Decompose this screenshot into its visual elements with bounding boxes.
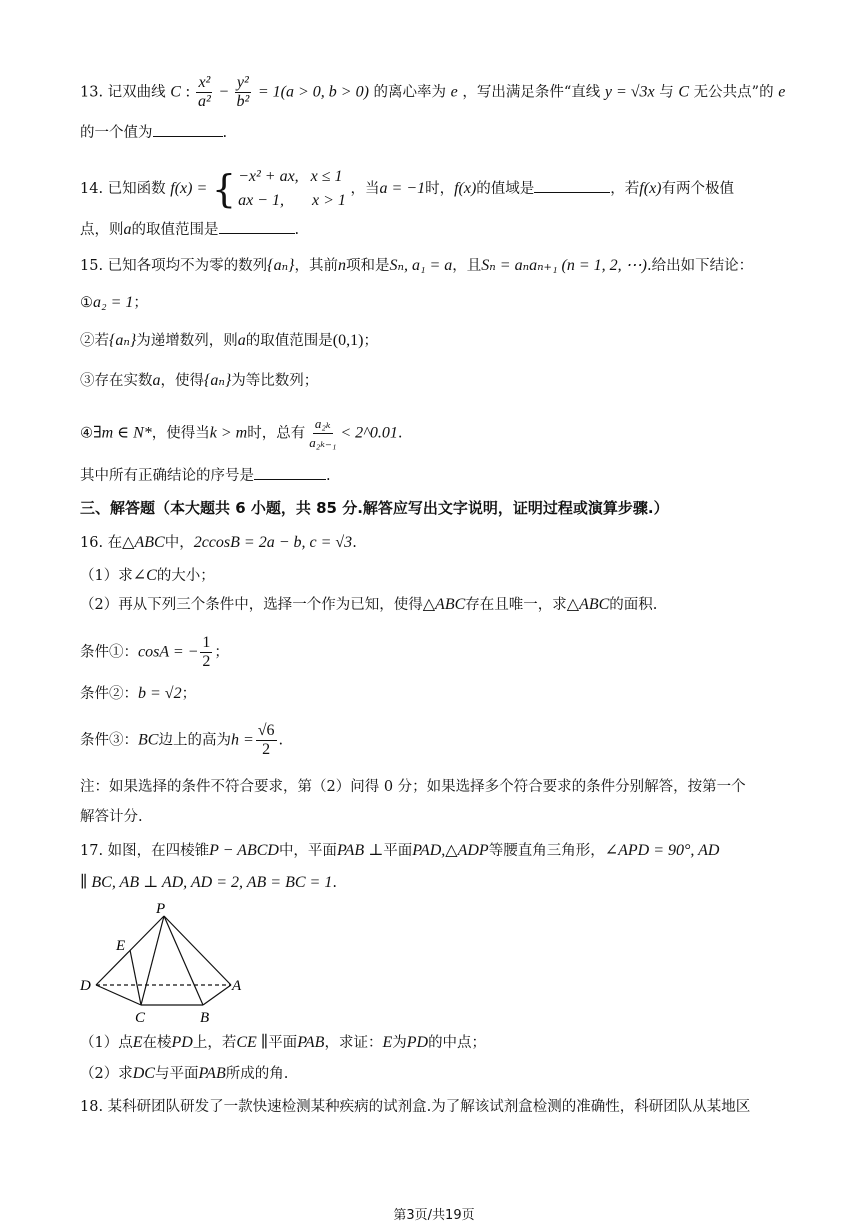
plane: PAB [198,1065,226,1082]
denominator: 2 [202,653,211,670]
case-cond: x > 1 [311,192,346,209]
text: 边上的高为 [158,732,231,749]
colon: : [185,83,195,101]
text: ，使得 [160,373,204,389]
math-a: a [123,221,132,238]
math-expr: cosA = − [138,643,199,661]
plane: PAD, [412,842,446,859]
q13-line2 [80,122,227,144]
q16-note-line2: 解答计分. [80,809,143,825]
text: 条件②： [80,686,138,702]
math-a: a [152,372,161,389]
text: 有两个极值 [661,181,734,197]
marker: ③存在实数 [80,373,153,389]
sequence: {aₙ} [204,372,232,389]
text: 的值域是 [476,181,535,197]
text: 所成的角. [225,1066,289,1082]
numerator: x² [198,74,211,91]
left-brace: { [211,167,237,211]
q16-number-text: 16. 在 [80,535,123,551]
marker: ②若 [80,333,109,349]
plane: PAB [297,1034,325,1051]
math-expr: ∃m ∈ N* [93,424,152,442]
q16-condition-2 [80,683,196,705]
fraction-y2-b2 [234,74,251,111]
text: 无公共点”的 [693,84,774,101]
text: . [222,125,228,141]
q17-part2 [80,1063,288,1085]
text: 上，若 [192,1035,237,1051]
segment: DC [132,1065,155,1082]
text: 时， [425,181,455,197]
triangle: △ABC [566,596,610,613]
q14-number-text: 14. 已知函数 [80,181,166,197]
edge-EC [130,950,141,1005]
piecewise-cases [238,165,346,213]
math-fx: f(x) [454,180,477,197]
q18-line1: 18. 某科研团队研发了一款快速检测某种疾病的试剂盒.为了解该试剂盒检测的准确性，科研团队从某地区 [80,1099,751,1115]
q13-number-text: 13. 记双曲线 [80,84,166,101]
text: . [294,222,300,238]
q16-note-line1: 注：如果选择的条件不符合要求，第（2）问得 0 分；如果选择多个符合要求的条件分别解答，按第一个 [80,779,746,795]
q16-part2 [80,594,657,616]
sequence: {aₙ} [109,332,137,349]
math-e: e [778,83,786,101]
text: . [326,468,331,484]
label-P: P [156,901,166,917]
minus-sign: − [219,83,233,101]
fraction-x2-a2 [196,74,213,111]
text: 中， [164,535,194,551]
point: E [132,1034,143,1051]
case-2 [238,189,346,213]
text: 的面积. [609,597,658,613]
text: 条件③： [80,732,138,749]
text: 平面 [268,1035,298,1051]
math-expr: < 2^0.01 [340,424,398,442]
answer-blank[interactable] [219,219,295,234]
text: 点，则 [80,222,124,238]
case-1 [238,165,346,189]
numerator: 1 [202,634,211,651]
text: （2）再从下列三个条件中，选择一个作为已知，使得 [80,597,423,613]
text: 存在且唯一，求 [465,597,567,613]
edge-DC [96,985,141,1005]
text: 的一个值为 [80,125,153,141]
text: 项和是 [345,258,390,274]
answer-blank[interactable] [534,178,610,193]
triangle: △ABC [122,534,165,551]
fraction-ratio [307,415,338,452]
text: . [332,875,337,891]
q16-condition-1 [80,634,229,671]
text: 的中点； [428,1035,487,1051]
interval: (0,1) [332,332,364,349]
pyramid-figure [76,898,256,1028]
text: 在棱 [142,1035,172,1051]
numerator: a₂ₖ [313,415,333,434]
math-expr: b = √2 [138,685,182,702]
math-expr: h = [230,731,254,749]
q14-line1 [80,165,734,213]
marker: ④ [80,425,93,442]
denominator: b² [236,93,250,110]
numerator: √6 [257,722,275,739]
label-C: C [135,1010,146,1026]
q17-line2 [80,872,337,894]
q14-line2 [80,219,299,241]
pyramid: P − ABCD [209,842,279,859]
q15-conclusion-4 [80,415,403,452]
math-expr: 2ccosB = 2a − b, c = √3 [193,534,353,551]
case-expr: ax − 1, [238,192,284,209]
text: 与 [659,84,674,101]
sum-relation: Sₙ = aₙaₙ₊₁ (n = 1, 2, ⋯) [481,257,648,274]
text: ，其前 [294,258,338,274]
text: 中，平面 [278,843,337,859]
q17-line1 [80,840,719,862]
math-n: n [337,257,346,274]
segment: PD [406,1034,429,1051]
page-footer: 第3页/共19页 [393,1208,475,1223]
q17-part1 [80,1032,486,1054]
q16-line1 [80,532,357,554]
answer-blank[interactable] [153,122,223,137]
triangle: △ABC [422,596,466,613]
text: 时，总有 [247,425,306,442]
math-expr: k > m [209,424,248,442]
fraction-half [200,634,212,671]
q16-condition-3 [80,722,283,759]
text: ； [363,333,378,349]
text: （2）求 [80,1066,133,1082]
text: 的取值范围是 [245,333,333,349]
case-cond: x ≤ 1 [310,168,343,185]
sequence: {aₙ} [267,257,295,274]
math-c: C [678,83,690,101]
q15-conclusion-2 [80,330,378,352]
point: E [382,1034,393,1051]
math-a: a [237,332,246,349]
numerator: y² [236,74,249,91]
denominator: a₂ₖ₋₁ [309,435,337,450]
text: ，且 [452,258,482,274]
text: . [397,425,403,442]
triangle: △ADP [445,842,489,859]
q15-conclusion-1 [80,292,148,314]
text: ，使得当 [151,425,210,442]
text: 的取值范围是 [131,222,219,238]
edge-PC [141,916,164,1005]
text: 的大小； [156,568,215,584]
edge-BA [203,985,231,1005]
math-expr: ∠APD = 90°, AD [604,842,720,859]
plane: PAB ⊥ [336,842,384,859]
section-heading: 三、解答题（本大题共 6 小题，共 85 分.解答应写出文字说明，证明过程或演算步骤.） [80,499,669,517]
text: . [352,535,357,551]
marker: ① [80,295,93,311]
case-expr: −x² + ax, [238,168,299,185]
text: 平面 [383,843,413,859]
segment: BC [138,731,159,749]
text: ，若 [610,181,640,197]
text: 为递增数列，则 [136,333,238,349]
q17-number-text: 17. 如图，在四棱锥 [80,843,210,859]
math-e: e [450,83,458,101]
text: （1）点 [80,1035,133,1051]
label-A: A [232,978,242,994]
label-E: E [116,938,126,954]
math-fx: f(x) [639,180,662,197]
text: ； [214,644,229,661]
fraction-root6-2 [256,722,277,759]
q15-conclusion-3 [80,370,318,392]
label-D: D [80,978,91,994]
segment: PD [171,1034,193,1051]
text: 等腰直角三角形， [488,843,605,859]
text: .给出如下结论： [647,258,754,274]
text: 的离心率为 [373,84,447,101]
text: 为 [392,1035,407,1051]
curve-label: C [170,83,181,101]
q15-ask [80,465,331,487]
angle: ∠C [132,567,157,584]
q16-part1 [80,565,215,587]
denominator: a² [198,93,211,110]
text: ，当 [350,181,380,197]
sum-def: Sₙ, a₁ = a [389,257,453,274]
text: 与平面 [154,1066,199,1082]
text: ； [181,686,197,702]
math-expr: CE ∥ [236,1034,269,1051]
math-expr: a₂ = 1 [93,294,134,311]
edge-PA [164,916,231,985]
edge-PB [164,916,203,1005]
text: ，写出满足条件“直线 [462,84,601,101]
hyperbola-condition: = 1(a > 0, b > 0) [257,83,369,101]
math-expr: ∥ BC, AB ⊥ AD, AD = 2, AB = BC = 1 [80,874,333,891]
denominator: 2 [262,741,271,758]
line-equation: y = √3x [604,83,655,101]
text: 其中所有正确结论的序号是 [80,468,254,484]
text: （1）求 [80,568,133,584]
text: . [278,732,284,749]
q13-line1 [80,74,785,111]
function-label: f(x) = [170,180,208,197]
math-a-value: a = −1 [379,180,426,197]
answer-blank[interactable] [254,465,326,480]
text: ，求证： [324,1035,383,1051]
text: 条件①： [80,644,138,661]
text: ； [133,295,148,311]
label-B: B [200,1010,210,1026]
q15-number-text: 15. 已知各项均不为零的数列 [80,258,268,274]
q15-line1 [80,255,753,277]
text: 为等比数列； [231,373,319,389]
